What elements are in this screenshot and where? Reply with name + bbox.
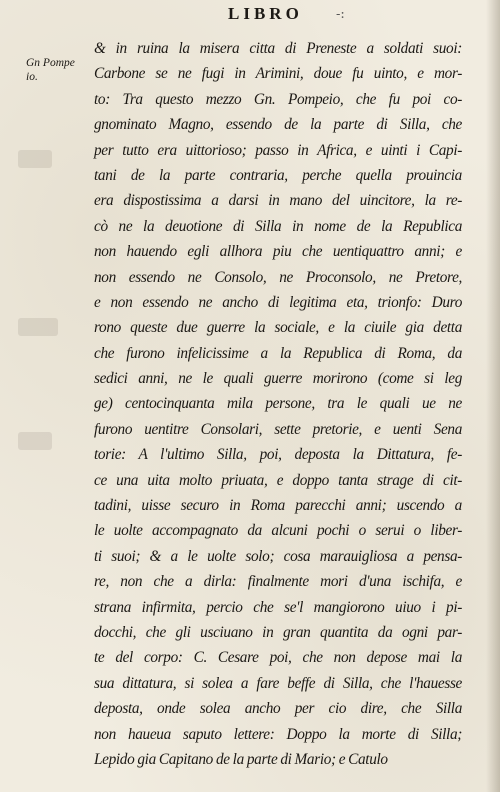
text-line: e non essendo ne ancho di legitima eta, trionfo: Duro <box>94 293 462 311</box>
text-line: strana infirmita, percio che se'l mangiorono uiuo i pi- <box>94 598 462 616</box>
bleed-through-mark <box>18 150 52 168</box>
text-line: Carbone se ne fugi in Arimini, doue fu uinto, e mor- <box>94 65 462 83</box>
text-line: Lepido gia Capitano de la parte di Mario; e Catulo <box>94 750 388 768</box>
text-line: tani de la parte contraria, perche quella prouincia <box>94 166 462 184</box>
text-line: & in ruina la misera citta di Preneste a soldati suoi: <box>94 40 462 57</box>
text-line: deposta, onde solea ancho per cio dire, che Silla <box>94 700 462 718</box>
text-line: rono queste due guerre la sociale, e la ciuile gia detta <box>94 319 462 337</box>
bleed-through-mark <box>18 318 58 336</box>
text-line: re, non che a dirla: finalmente mori d'una ischifa, e <box>94 573 462 591</box>
running-head-ornament: -: <box>336 7 345 22</box>
bleed-through-mark <box>18 432 52 450</box>
text-line: ge) centocinquanta mila persone, tra le quali ue ne <box>94 395 462 413</box>
text-line: le uolte accompagnato da alcuni pochi o serui o liber- <box>94 522 462 540</box>
text-line: ce una uita molto priuata, e doppo tanta strage di cit- <box>94 471 462 489</box>
text-line: furono uentitre Consolari, sette pretorie, e uenti Sena <box>94 420 462 438</box>
gutter-shadow <box>486 0 500 792</box>
margin-note-line: Gn Pompe <box>26 57 75 69</box>
text-line: tadini, uisse securo in Roma parecchi anni; uscendo a <box>94 497 462 515</box>
text-line: non hauendo egli allhora piu che uentiquattro anni; e <box>94 243 462 261</box>
text-line: to: Tra questo mezzo Gn. Pompeio, che fu poi co- <box>94 90 462 108</box>
text-line: gnominato Magno, essendo de la parte di Silla, che <box>94 116 462 134</box>
body-text <box>94 36 462 772</box>
text-line: non haueua saputo lettere: Doppo la morte di Silla; <box>94 725 462 743</box>
text-line: torie: A l'ultimo Silla, poi, deposta la Dittatura, fe- <box>94 446 462 464</box>
running-head: LIBRO <box>228 4 303 23</box>
text-line: era dispostissima a darsi in mano del uincitore, la re- <box>94 192 462 210</box>
text-line: te del corpo: C. Cesare poi, che non depose mai la <box>94 649 462 667</box>
text-line: che furono infelicissime a la Republica di Roma, da <box>94 344 462 362</box>
text-line: cò ne la deuotione di Silla in nome de la Republica <box>94 217 462 235</box>
text-line: per tutto era uittorioso; passo in Africa, e uinti i Capi- <box>94 141 462 159</box>
text-line: sedici anni, ne le quali guerre morirono (come si leg <box>94 370 462 388</box>
margin-note-line: io. <box>26 71 38 83</box>
margin-note <box>26 56 88 84</box>
text-line: non essendo ne Consolo, ne Proconsolo, ne Pretore, <box>94 268 462 286</box>
text-line: sua dittatura, si solea a fare beffe di Silla, che l'hauesse <box>94 674 462 692</box>
text-line: docchi, che gli usciuano in gran quantita da ogni par- <box>94 623 462 641</box>
text-line: ti suoi; & a le uolte solo; cosa marauigliosa a pensa- <box>94 547 462 565</box>
